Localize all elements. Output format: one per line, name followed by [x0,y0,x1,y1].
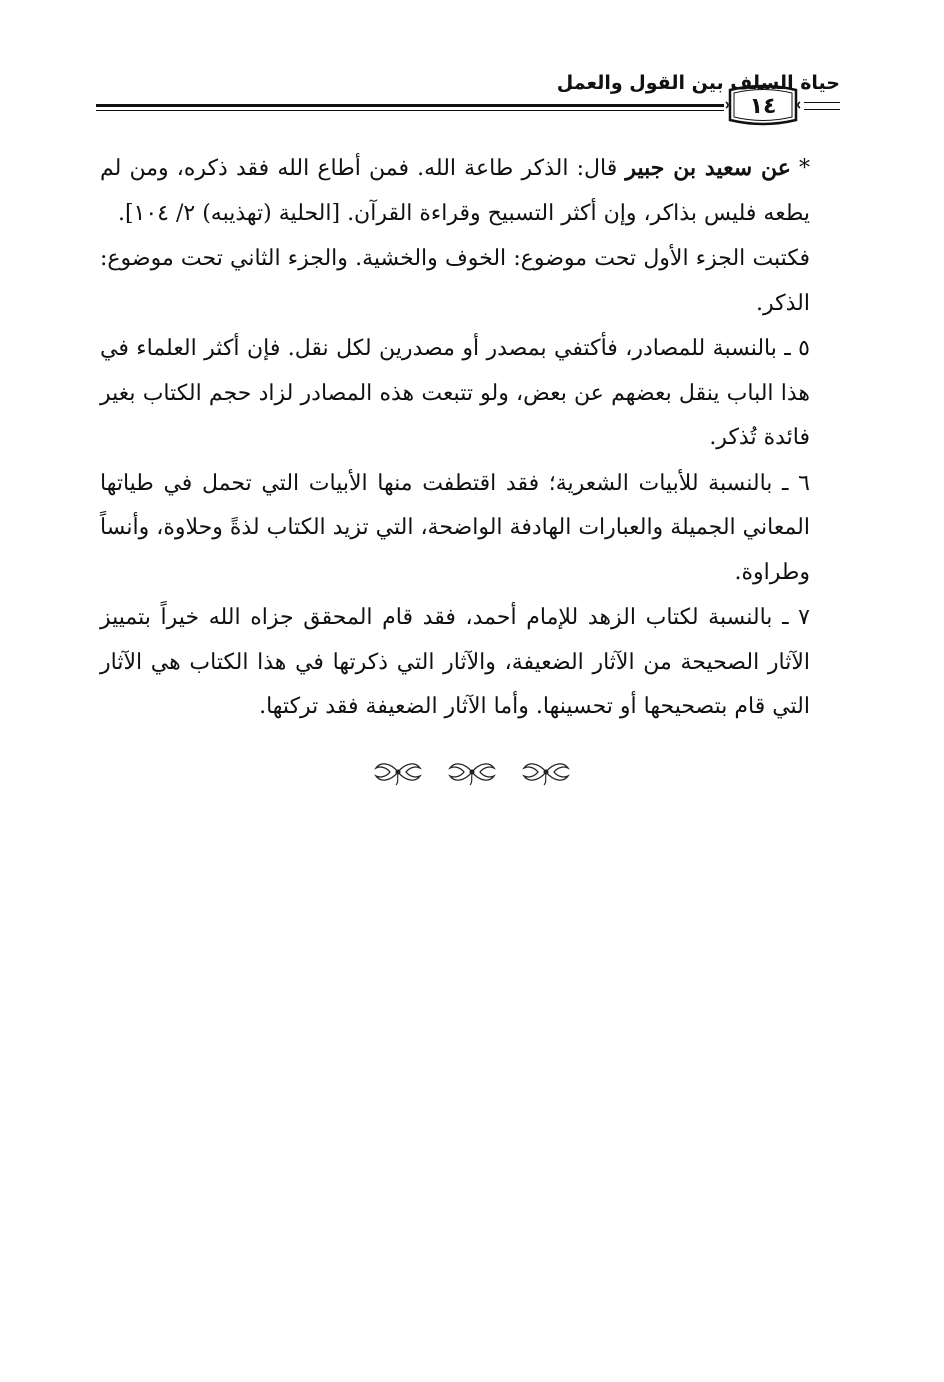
page-header [96,60,840,140]
section-ornaments [372,758,572,788]
floral-ornament-icon [520,758,572,786]
paragraph-5: ٧ ـ بالنسبة لكتاب الزهد للإمام أحمد، فقد قام المحقق جزاه الله خيراً بتمييز الآثار الصحيحة من الآثار الضعيفة، والآثار التي ذكرتها في هذا الكتاب هي الآثار التي قام بتصحيحها أو تحسينها. وأما الآثار الضعيفة فقد تركتها. [100,605,810,719]
header-rule-thick [96,104,724,107]
floral-ornament-icon [372,758,424,786]
paragraph-1 [100,146,838,236]
header-rule-right-a [804,102,840,103]
asterisk-marker: * [798,156,810,181]
paragraph-4: ٦ ـ بالنسبة للأبيات الشعرية؛ فقد اقتطفت منها الأبيات التي تحمل في طياتها المعاني الجميلة والعبارات الهادفة الواضحة، التي تزيد الكتاب لذةً وحلاوة، وأنساً وطراوة. [100,470,810,585]
floral-ornament-icon [446,758,498,786]
header-rule-thin [96,110,724,111]
paragraph-2: فكتبت الجزء الأول تحت موضوع: الخوف والخشية. والجزء الثاني تحت موضوع: الذكر. [100,246,810,316]
header-rule-right-b [804,109,840,110]
paragraph-3: ٥ ـ بالنسبة للمصادر، فأكتفي بمصدر أو مصدرين لكل نقل. فإن أكثر العلماء في هذا الباب ينقل بعضهم عن بعض، ولو تتبعت هذه المصادر لزاد حجم الكتاب بغير فائدة تُذكر. [100,336,810,450]
running-title: حياة السلف بين القول والعمل [556,72,840,94]
paragraph-text: قال: الذكر طاعة الله. فمن أطاع الله فقد ذكره، ومن لم يطعه فليس بذاكر، وإن أكثر التسبيح وقراءة القرآن. [الحلية (تهذيبه) ٢/ ١٠٤]. [100,156,810,226]
page-number: ١٤ [749,94,777,119]
narrator-name: عن سعيد بن جبير [625,155,791,181]
page-body [100,146,838,731]
